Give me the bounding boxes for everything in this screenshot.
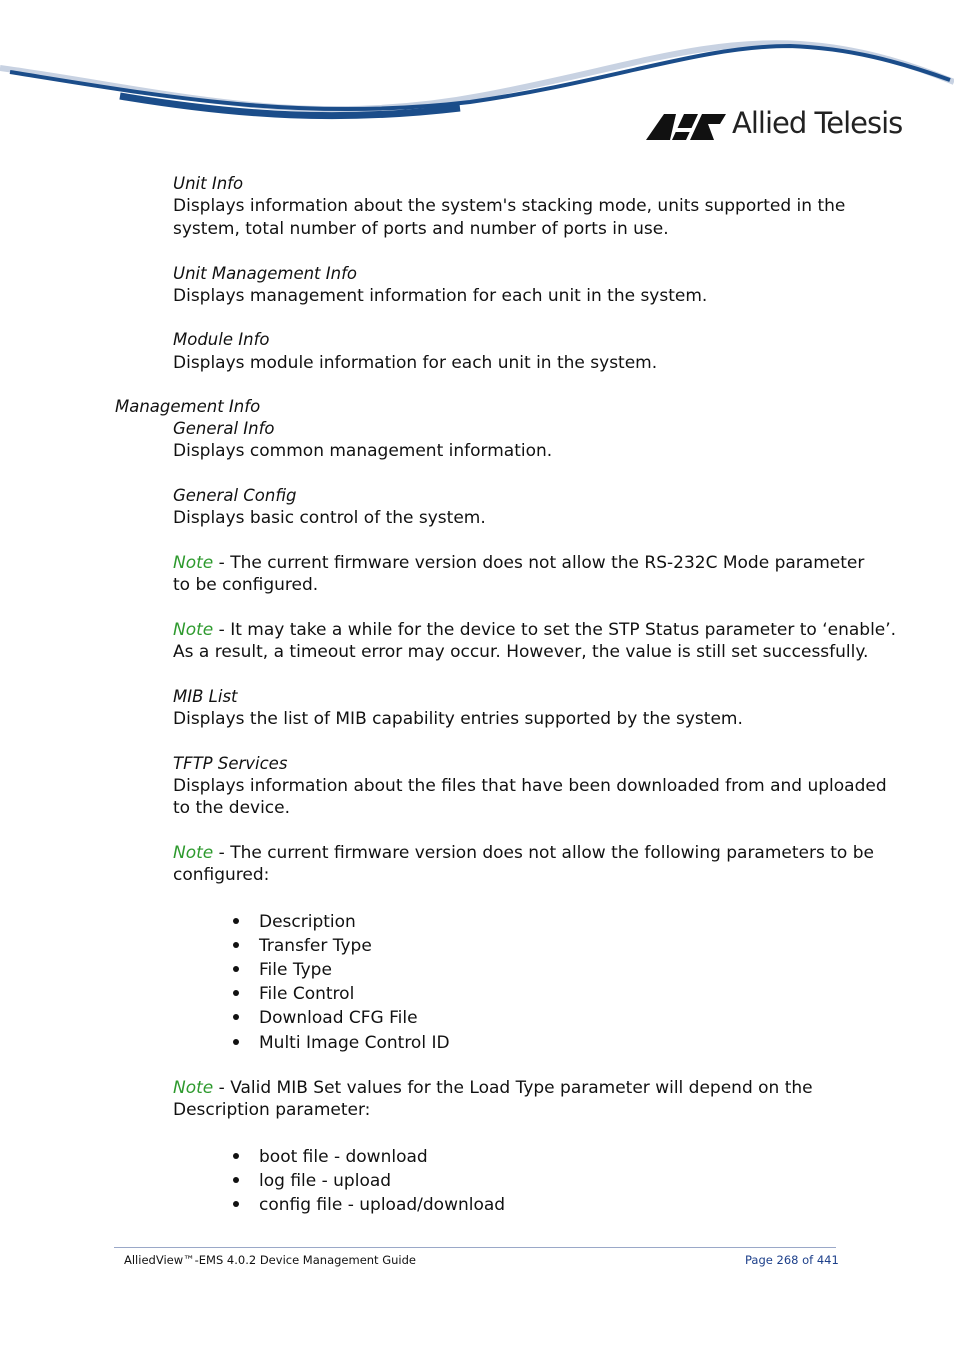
list-item: Multi Image Control ID	[259, 1033, 450, 1053]
unit-management-heading: Unit Management Info	[173, 264, 357, 283]
bullet-icon	[233, 1201, 239, 1207]
list-item: File Type	[259, 960, 332, 980]
module-info-heading: Module Info	[173, 330, 270, 349]
management-info-heading: Management Info	[115, 397, 261, 416]
unit-management-desc: Displays management information for each unit in the system.	[173, 286, 708, 306]
mib-list-desc: Displays the list of MIB capability entries supported by the system.	[173, 709, 743, 729]
note-2-line-1: Note - It may take a while for the device to set the STP Status parameter to ‘enable’.	[173, 620, 897, 640]
list-item: log file - upload	[259, 1171, 392, 1191]
footer-divider	[114, 1247, 836, 1248]
mib-list-heading: MIB List	[173, 687, 238, 706]
general-info-heading: General Info	[173, 419, 275, 438]
general-config-desc: Displays basic control of the system.	[173, 508, 486, 528]
note-label: Note	[173, 620, 214, 640]
bullet-icon	[233, 918, 239, 924]
general-config-heading: General Config	[173, 486, 297, 505]
general-info-desc: Displays common management information.	[173, 441, 553, 461]
unit-info-desc-2: system, total number of ports and number of ports in use.	[173, 219, 669, 239]
footer-page-number: Page 268 of 441	[745, 1253, 839, 1267]
note-label: Note	[173, 843, 214, 863]
bullet-icon	[233, 990, 239, 996]
list-item: Description	[259, 912, 356, 932]
bullet-icon	[233, 1177, 239, 1183]
unit-info-heading: Unit Info	[173, 174, 244, 193]
tftp-services-heading: TFTP Services	[173, 754, 288, 773]
module-info-desc: Displays module information for each unit in the system.	[173, 353, 658, 373]
note-label: Note	[173, 553, 214, 573]
note-3-line-2: configured:	[173, 865, 270, 885]
unit-info-desc-1: Displays information about the system's stacking mode, units supported in the	[173, 196, 846, 216]
bullet-icon	[233, 1039, 239, 1045]
bullet-icon	[233, 1153, 239, 1159]
allied-telesis-logo	[646, 108, 906, 148]
bullet-icon	[233, 942, 239, 948]
list-item: Download CFG File	[259, 1008, 418, 1028]
logo-text: Allied Telesis	[732, 106, 903, 140]
note-4-line-1: Note - Valid MIB Set values for the Load Type parameter will depend on the	[173, 1078, 813, 1098]
tftp-services-desc-2: to the device.	[173, 798, 291, 818]
bullet-icon	[233, 1014, 239, 1020]
note-label: Note	[173, 1078, 214, 1098]
tftp-services-desc-1: Displays information about the files that have been downloaded from and uploaded	[173, 776, 887, 796]
list-item: boot file - download	[259, 1147, 428, 1167]
list-item: Transfer Type	[259, 936, 372, 956]
list-item: File Control	[259, 984, 355, 1004]
note-4-line-2: Description parameter:	[173, 1100, 371, 1120]
note-1-line-1: Note - The current firmware version does not allow the RS-232C Mode parameter	[173, 553, 865, 573]
note-3-line-1: Note - The current firmware version does not allow the following parameters to be	[173, 843, 874, 863]
bullet-icon	[233, 966, 239, 972]
note-1-line-2: to be configured.	[173, 575, 319, 595]
logo-mark-icon	[646, 114, 726, 140]
list-item: config file - upload/download	[259, 1195, 506, 1215]
note-2-line-2: As a result, a timeout error may occur. However, the value is still set successfully.	[173, 642, 869, 662]
footer-guide-title: AlliedView™-EMS 4.0.2 Device Management Guide	[124, 1253, 416, 1267]
